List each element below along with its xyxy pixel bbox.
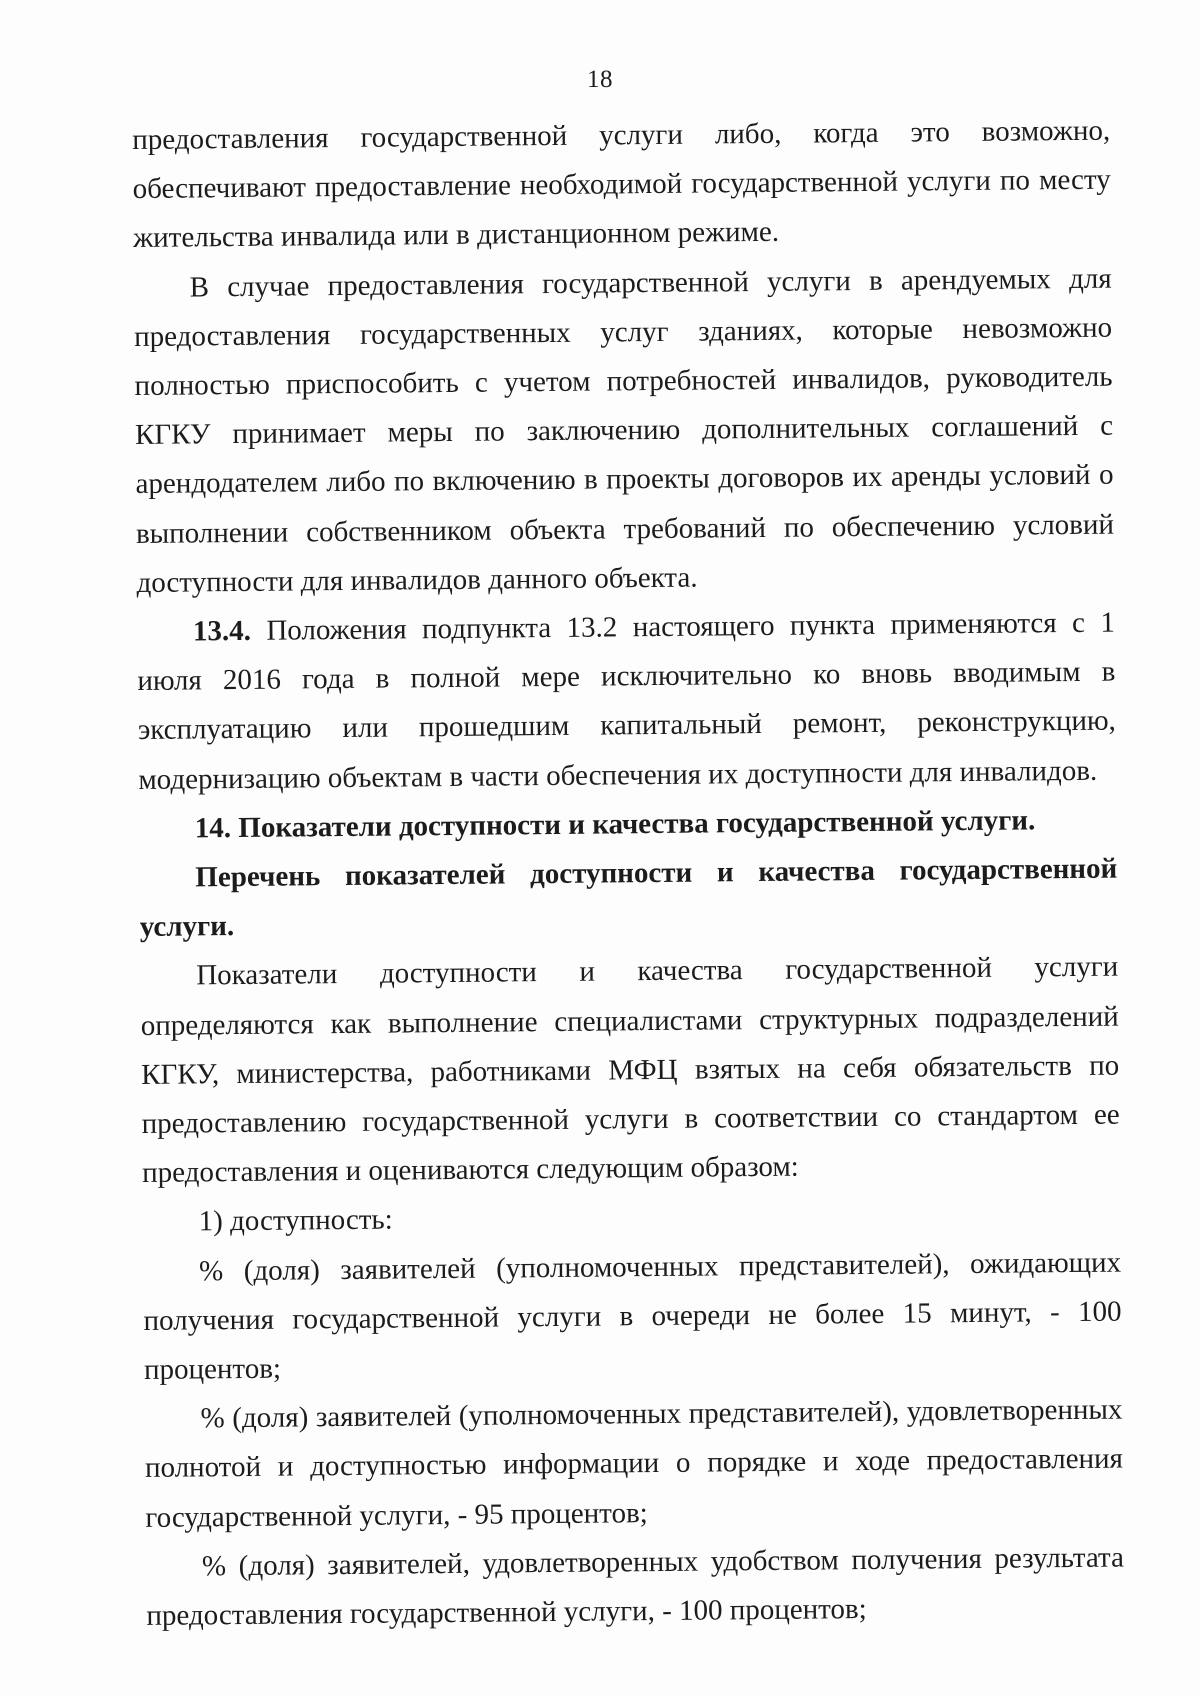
paragraph-indicators-definition: Показатели доступности и качества государственной услуги определяются как выполнение специалистами структурных подразделений КГКУ, министерства, работниками МФЦ взятых на себя обязательств по предоставлению государственной услуги в соответствии со стандартом ее предоставления и оцениваются следующим образом:: [140, 951, 1120, 1190]
clause-text: Положения подпункта 13.2 настоящего пункта применяются с 1 июля 2016 года в полной мере исключительно ко вновь вводимым в эксплуатацию или прошедшим капитальный ремонт, реконструкцию, модернизацию объектам в части обеспечения их доступности для инвалидов.: [137, 606, 1117, 796]
clause-number: 13.4.: [192, 614, 252, 648]
page-number: 18: [587, 66, 613, 93]
document-body: [132, 107, 1125, 1642]
section-heading-14: 14. Показатели доступности и качества государственной услуги.: [194, 804, 1036, 845]
paragraph-leased-buildings: В случае предоставления государственной услуги в арендуемых для предоставления государственных услуг зданиях, которые невозможно полностью приспособить с учетом потребностей инвалидов, руководитель КГКУ принимает меры по заключению дополнительных соглашений с арендодателем либо по включению в проекты договоров их аренды условий о выполнении собственником объекта требований по обеспечению условий доступности для инвалидов данного объекта.: [133, 262, 1115, 599]
indicator-queue-wait: % (доля) заявителей (уполномоченных представителей), ожидающих получения государственной услуги в очереди не более 15 минут, - 100 процентов;: [143, 1246, 1122, 1387]
list-item-accessibility: 1) доступность:: [198, 1204, 393, 1238]
indicator-result-convenience: % (доля) заявителей, удовлетворенных удобством получения результата предоставления государственной услуги, - 100 процентов;: [146, 1541, 1125, 1633]
subsection-heading-indicators: Перечень показателей доступности и качества государственной услуги.: [139, 852, 1118, 944]
indicator-information-completeness: % (доля) заявителей (уполномоченных представителей), удовлетворенных полнотой и доступностью информации о порядке и ходе предоставления государственной услуги, - 95 процентов;: [144, 1393, 1124, 1534]
paragraph-13-4: [137, 599, 1117, 805]
paragraph-continuation: предоставления государственной услуги либо, когда это возможно, обеспечивают предоставление необходимой государственной услуги по месту жительства инвалида или в дистанционном режиме.: [132, 114, 1111, 255]
